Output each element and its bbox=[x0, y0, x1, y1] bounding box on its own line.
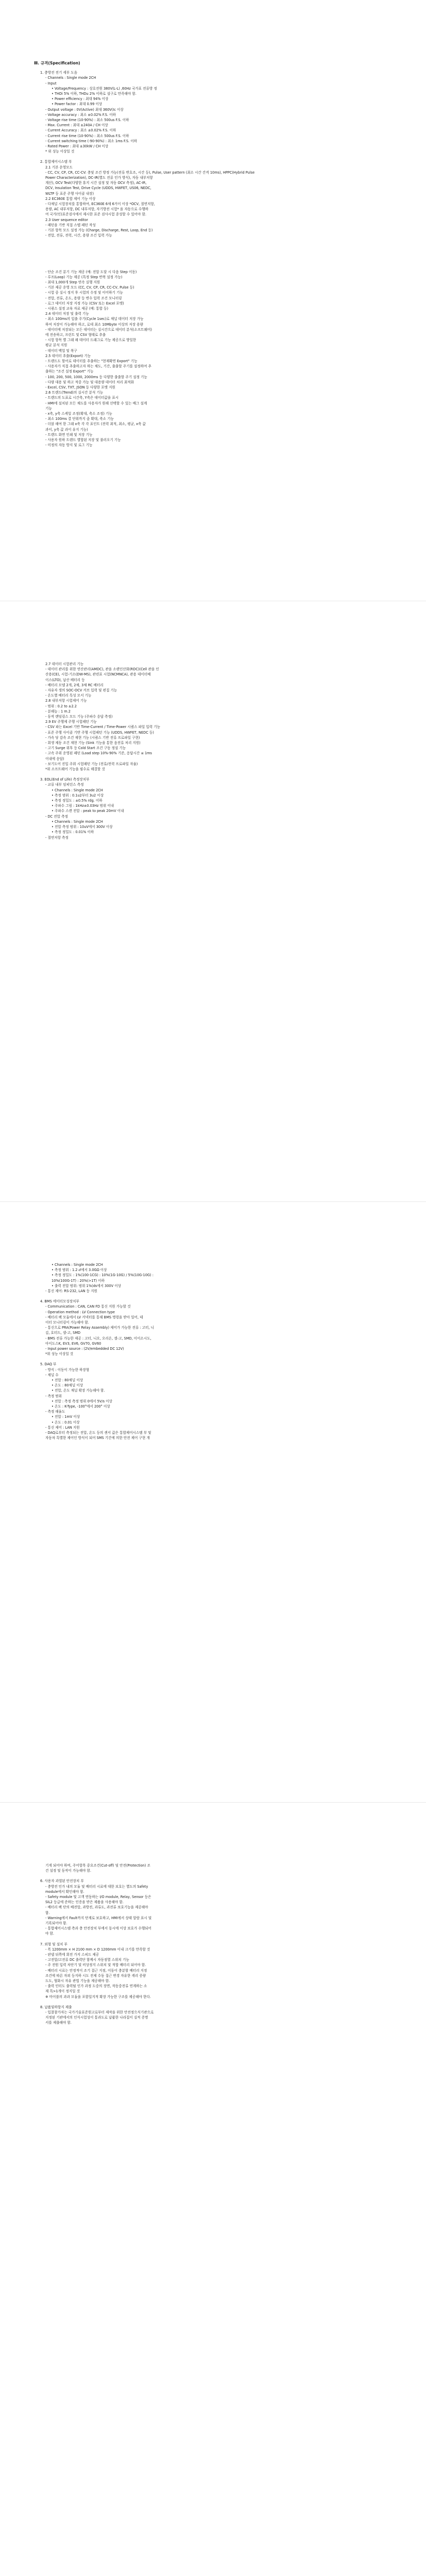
text-line: WLTP 등 표준 주행 사이클 내장) bbox=[45, 191, 94, 196]
text-line: - Voltage accuracy : 최소 ±0.02% F.S. 이하 bbox=[45, 112, 116, 117]
blank-line bbox=[34, 1456, 394, 1462]
text-line: - Input bbox=[45, 81, 57, 86]
text-line: - 트렌드도 할어로 데이터를 추출하는 "현재확면 Export" 기능 bbox=[45, 359, 138, 363]
text-line: - 배터리 시료는 안정적이 조기 접근 지점, 이동이 충분할 배터리 지정 bbox=[45, 1968, 147, 1973]
text-line: 재 특>1개이 정지일 것 bbox=[45, 1989, 80, 1994]
text-line: - CSV 파는 Excel 기반 Time-Current / Time-Power 시퀀스 파일 입력 기능 bbox=[45, 725, 160, 730]
text-line: - 다량 대용 및 하고 적중 가능 및 대용량 데이터 처리 최적화 bbox=[45, 380, 134, 384]
blank-line bbox=[34, 1616, 394, 1621]
text-line: 기록되어야 함. bbox=[45, 1921, 67, 1926]
text-line: - CC, CV, CP, CR, CC-CV: 충및 조건 방정 가능(전류 변호조, 시간 등), Pulse, User pattern (최소 시간 간격 10ms), HPPC(Hybrid Pulse bbox=[45, 170, 255, 175]
text-line: - Voltage rise time (10-90%) : 최소 500us F.S. 이하 bbox=[45, 118, 129, 123]
text-line: • 주파수 그림 : 1kHz±0.03Hz 범위 이내 bbox=[52, 804, 114, 808]
blank-line bbox=[34, 928, 394, 933]
text-line: - x축, y축 스케일 조정(확대, 축소 조정) 기능 bbox=[45, 411, 112, 416]
text-line: - 측정 범위 bbox=[45, 1394, 62, 1398]
document-page-2 bbox=[0, 601, 426, 1201]
blank-line bbox=[34, 1508, 394, 1513]
blank-line bbox=[34, 974, 394, 979]
text-line: - 데이터에 저장되는 모든 데이터는 실시간으로 데이터 분석(소프트웨어) bbox=[45, 327, 152, 332]
blank-line bbox=[34, 959, 394, 964]
text-line: - 최대 1,000개 Step 연속 실행 지원 bbox=[45, 280, 100, 284]
text-line: - Current rise time (10-90%) : 최소 500us F.S. 이하 bbox=[45, 133, 129, 138]
text-line: - 분해능 : 1 m.2 bbox=[45, 709, 71, 714]
blank-line bbox=[34, 907, 394, 912]
text-line: • 온도 : K-Type, -100°에서 200° 이상 bbox=[52, 1404, 110, 1409]
text-line: 계산), OCV Test(다양한 휴지 시간 설정 및 자동 OCV 측정), AC-IR, bbox=[45, 181, 147, 185]
text-line: - 고기 Surge 위후 등 Cold Start 조건 구동 정설 기능 bbox=[45, 746, 126, 751]
text-line: - Rated Power : 최대 ±30kW / CH 이상 bbox=[45, 144, 109, 149]
text-line: 5. DAQ 부 bbox=[40, 1362, 57, 1367]
text-line: - 최소 100ms 결 단위까지 줌 확대, 축소 기능 bbox=[45, 417, 114, 421]
text-line: 기게 되어야 하며, 주어항목 중요조건(Cut-off) 및 안전(Protection) 조 bbox=[45, 1863, 150, 1868]
text-line: - Operation method : LV Connection type bbox=[45, 1310, 115, 1314]
text-line: - 온도별 배터리 특성 모서 기능 bbox=[45, 693, 92, 698]
text-line: • 주파수 스캔 전압 : peak to peak 20mV 이내 bbox=[52, 809, 124, 814]
text-line: - 사용자 원하 트렌드 별합된 저장 및 불러오기 기능 bbox=[45, 438, 121, 442]
text-line: module에서 확인해야 함. bbox=[45, 1889, 84, 1894]
blank-line bbox=[34, 954, 394, 959]
text-line: - Safety module 및 고객 연동하는 I/O module, Relay, Sensor 등은 bbox=[45, 1895, 151, 1900]
text-line: - 절연저항 측정 bbox=[45, 835, 69, 840]
text-line: 2.3 User sequence editor bbox=[45, 217, 88, 222]
blank-line bbox=[34, 845, 394, 851]
blank-line bbox=[34, 1493, 394, 1498]
text-line: - Channels : Single mode 2CH bbox=[45, 76, 96, 80]
blank-line bbox=[34, 1575, 394, 1580]
text-line: - 충방전 인가 내의 모듈 및 배터리 시료에 대한 보호는 별도의 Safety bbox=[45, 1884, 148, 1889]
text-line: *위 소프트웨어 기능을 필수로 해결할 것 bbox=[45, 767, 105, 772]
text-line: - 사용자가 직접 추출하고자 하는 채도, 기간, 출출할 주기를 설정하여 추 bbox=[45, 364, 151, 369]
blank-line bbox=[34, 239, 394, 244]
text-line: 3. EOL(End of Life) 측정장치부 bbox=[40, 777, 90, 782]
text-line: - DC 전압 측정 bbox=[45, 814, 68, 819]
blank-line bbox=[34, 244, 394, 249]
text-line: • Channels : Single mode 2CH bbox=[52, 819, 103, 824]
text-line: - Input power source : (2V/embedded DC 12V) bbox=[45, 1347, 124, 1351]
text-line: ※ 마이블의 과과 모듈을 포함일지적 확장 가능한 구조를 제공해야 한다. bbox=[45, 1994, 151, 1999]
blank-line bbox=[34, 1554, 394, 1560]
text-line: - 고속 주위 운영된 패턴 (Load step 10%-90% 기준, 응답시간 ≤ 1ms bbox=[45, 751, 152, 756]
text-line: - 판넬 뒤쪽에 회전 가지 스피드 제공 bbox=[45, 1953, 99, 1957]
blank-line bbox=[34, 861, 394, 866]
text-line: 1. 충방전 전기 세부 도음 bbox=[40, 71, 78, 75]
text-line: - 패턴을 기반 직접 스텝 패턴 작성 bbox=[45, 223, 96, 227]
page-separator bbox=[0, 1201, 426, 1202]
text-line: - 채널 수 bbox=[45, 1372, 59, 1377]
text-line: - 통신 제어: RS-232, LAN 등 지원 bbox=[45, 1289, 97, 1294]
text-line: - 배터리 팩 모듈에서 LV 커넥터를 통해 BMS 명령을 받아 일어, 데 bbox=[45, 1315, 143, 1319]
text-line: - DAQ로부터 측정되는 전압, 온도 등의 센서 값은 통합제어시스템 부 및 bbox=[45, 1431, 151, 1435]
text-line: - 가속 당 감속 조건 재현 기능 (시퀀스 기반 전류 프로파일 구현) bbox=[45, 735, 140, 740]
blank-line bbox=[34, 1357, 394, 1362]
text-line: - Max. Current : 최대 ±240A / CH 이상 bbox=[45, 123, 108, 128]
text-line: 2.4 데이터 저장 및 출력 기능 bbox=[45, 312, 89, 316]
text-line: 2.1 기본 운영모드 bbox=[45, 165, 73, 170]
text-line: • 전압 : 측정 측정 범위 0에서 5V/s 이상 bbox=[52, 1399, 112, 1403]
text-line: - 통신 제어 : LAN 지원 bbox=[45, 1425, 80, 1430]
text-line: - Current Accuracy : 최소 ±0.02% F.S. 이하 bbox=[45, 128, 116, 133]
blank-line bbox=[34, 933, 394, 938]
blank-line bbox=[34, 943, 394, 948]
blank-line bbox=[34, 1523, 394, 1529]
text-line: - Current switching time (-90-90%) : 최소 1ms F.S. 이하 bbox=[45, 139, 137, 143]
text-line: 자동차 특별한 제어인 방식이 되어 SMS 기간에 의한 안전 제어 구현 개 bbox=[45, 1436, 150, 1440]
text-line: 조건에 따른 자외 등지하 시도 진제 수동 접근 변경 자유한 캐리 증량 bbox=[45, 1973, 146, 1978]
blank-line bbox=[34, 1601, 394, 1606]
text-line: 2.5 데이터 추출(Export) 기능 bbox=[45, 353, 91, 358]
blank-line bbox=[34, 154, 394, 159]
text-line: 지정된 기관에서의 인식시험성이 통과도로 납품한 나라집이 실적 증명 bbox=[45, 2015, 148, 2020]
blank-line bbox=[34, 1596, 394, 1601]
text-line: - 전압, 전류, 온도, 용량 등 변수 입력 조건 모니터링 bbox=[45, 296, 122, 300]
document-page-4 bbox=[0, 1802, 426, 2576]
text-line: 2. 통합제어시스템 부 bbox=[40, 160, 72, 164]
text-line: • Voltage/Frequency : 상호전원 380V(L-L) ,60Hz 국가표 전류방 정 bbox=[52, 86, 157, 91]
blank-line bbox=[34, 1544, 394, 1549]
text-line: 도도, 협화시 자유 관법 기능을 제공해야 함. bbox=[45, 1979, 110, 1984]
text-line: - 입찰참가자는 국가기술표준원고로부터 제작을 위한 안전정으식기관으로 bbox=[45, 2010, 154, 2015]
text-line: - 방식 : 이동이 가능한 하장형 bbox=[45, 1367, 90, 1372]
text-line: - 데이터 백업 및 복구 bbox=[45, 348, 77, 353]
text-line: • 측정 정밀도 : 1%(100-1CG) : 10%(1G-10G) / 5%(10G-10G) : bbox=[52, 1273, 154, 1278]
text-line: 하여 저장이 가능해야 하고, 로데 최소 10Mbyte 이상의 저장 용량 bbox=[45, 322, 143, 327]
document-page-3 bbox=[0, 1201, 426, 1802]
text-line: • 전압 측정 범위 : 10uV에서 300V 이상 bbox=[52, 825, 113, 829]
text-line: - 보기도어 진입 주위 시험패턴 기능 (전류/전력 프로파일 자율) bbox=[45, 761, 138, 766]
text-line: - 데이터 관리를 위한 연산관리(AMDC), 관을 소렌인산화(RDC)(Cell 관을 인 bbox=[45, 667, 159, 672]
blank-line bbox=[34, 1529, 394, 1534]
blank-line bbox=[34, 1498, 394, 1503]
blank-line bbox=[34, 1539, 394, 1544]
text-line: - 교류 내부 임피던스 측정 bbox=[45, 783, 84, 787]
blank-line bbox=[34, 979, 394, 985]
blank-line bbox=[34, 918, 394, 923]
text-line: • 측정 범위 : 1.2 ⅆ에서 3.0GΩ 이상 bbox=[52, 1268, 107, 1273]
blank-line bbox=[34, 840, 394, 845]
text-line: - 동작 랜덤링스 모드 기능 (주파수 응답 측정) bbox=[45, 715, 113, 719]
text-line: - Output voltage : 0V(Active) 최대 360V(Ic 이상 bbox=[45, 107, 124, 112]
text-line: - 시퀀스 설정 교육 자료 제공 (예: 통합 등) bbox=[45, 306, 109, 311]
text-line: - 최소 100ms의 입출 주기(Cycle 1sec)로 채널 데이터 저장 가능 bbox=[45, 317, 144, 321]
blank-line bbox=[34, 1462, 394, 1467]
blank-line bbox=[34, 1482, 394, 1487]
text-line: - 시험 항목 별 그래 패 데이터 드래그로 기능 제공으로 방일한 bbox=[45, 338, 137, 343]
blank-line bbox=[34, 882, 394, 887]
text-line: • 측정 정밀도 : ±0.5% rdg. 이하 bbox=[52, 799, 103, 803]
blank-line bbox=[34, 1999, 394, 2005]
text-line: - 주 전원 입력 차단기 및 비상정지 스위치 및 적합 배터리 되어야 함. bbox=[45, 1963, 146, 1968]
text-line: - 범위 : 0.2 to ±2.2 bbox=[45, 704, 77, 708]
text-line: - 통신으로 PRA(Power Relay Assembly) 제어가 가능한 전류 : 고터, 니 bbox=[45, 1326, 154, 1330]
text-line: - 기본 제공 운영 모드 (CC, CV, CP, CR, CC-CV, Pulse 등) bbox=[45, 285, 134, 290]
blank-line bbox=[34, 1294, 394, 1299]
blank-line bbox=[34, 964, 394, 969]
text-line: 8. 납품및하항지 제출 bbox=[40, 2005, 72, 2009]
text-line: - 자유자 생의 SOC-OCV 커브 입력 및 편집 기능 bbox=[45, 688, 117, 693]
text-line: - 다채널 시험장치를 통합하여, EC360E 6채 6거이 이상 *OCV, 절연저항, bbox=[45, 202, 155, 207]
blank-line bbox=[34, 1585, 394, 1590]
blank-line bbox=[34, 923, 394, 928]
blank-line bbox=[34, 985, 394, 990]
text-line: * 위 성능 이상일 것 bbox=[45, 149, 75, 154]
text-line: - 루프(Loop) 기능 제공 (특정 Step 반복 설정 가능) bbox=[45, 275, 123, 279]
blank-line bbox=[34, 1534, 394, 1539]
text-line: - Excel, CSV, TXT, JSON 등 다양한 포맷 지원 bbox=[45, 385, 115, 389]
text-line: - 기본 항목 모드 설정 가능 (Charge, Discharge, Rest, Loop, End 등) bbox=[45, 228, 153, 233]
blank-line bbox=[34, 259, 394, 264]
blank-line bbox=[34, 1590, 394, 1596]
text-line: 서를 제출해야 함. bbox=[45, 2021, 72, 2025]
text-line: 2.2 EC360E 통합 제어 기능 이상 bbox=[45, 196, 96, 201]
blank-line bbox=[34, 249, 394, 254]
text-line: 2.9 EV 주행제 주행 시험패턴 기능 bbox=[45, 720, 97, 724]
text-line: 2.6 트렌드(Trend)의 실시간 분석 기능 bbox=[45, 391, 104, 395]
text-line: 7. 외형 및 설치 부 bbox=[40, 1942, 67, 1946]
text-line: DCV, Insulation Test, Drive Cycle (UDDS, HWFET, US06, NEDC, bbox=[45, 186, 151, 191]
text-line: - 더블 해여 한 그래 x축 각 각 표인트 (전력 최적, 최소, 평균, x축 값 bbox=[45, 422, 146, 427]
text-line: 산용(CE), 시험-기소(DW-MS), 관련표 시험(NCMNCA), 관용 데이터베 bbox=[45, 672, 151, 677]
text-line: 이내에 응답) bbox=[45, 756, 64, 761]
page-separator bbox=[0, 1802, 426, 1803]
text-line: 에 전송하고, 프린트 및 CSV 형태로 추출 bbox=[45, 332, 106, 337]
blank-line bbox=[34, 1873, 394, 1878]
text-line: 6. 사용자 과열된 안전장치 부 bbox=[40, 1879, 84, 1884]
blank-line bbox=[34, 1477, 394, 1482]
blank-line bbox=[34, 1937, 394, 1942]
blank-line bbox=[34, 264, 394, 269]
blank-line bbox=[34, 912, 394, 918]
text-line: *위 성능 이상일 것 bbox=[45, 1352, 74, 1357]
text-line: - 통합제어시스템 측과 충 안전장치 부에서 동시에 이상 보호가 수행되어 bbox=[45, 1926, 151, 1931]
text-line: - HMI에 설치된 모든 채도를 사용자가 원해 선택할 수 있는 배그 설계 bbox=[45, 401, 147, 405]
text-line: - Communication : CAN, CAN FD 통신 지원 가능할 것 bbox=[45, 1304, 131, 1309]
blank-line bbox=[34, 892, 394, 897]
text-line: • 온도 : 80채널 이상 bbox=[52, 1383, 83, 1388]
text-line: • Power factor : 최대 0.99 이상 bbox=[52, 102, 103, 107]
text-line: • Channels : Single mode 2CH bbox=[52, 788, 103, 792]
blank-line bbox=[34, 1451, 394, 1456]
blank-line bbox=[34, 969, 394, 974]
text-line: 용량, AC 내부저항, DC 내부저항, 자기방전 시험* 을 자동으로 수행하 bbox=[45, 207, 148, 212]
text-line: - 트렌드의 도표로 시간축, Y축은 데이터값을 표시 bbox=[45, 396, 119, 400]
text-line: - 전압, 전류, 전력, 시간, 용량 조건 입력 가능 bbox=[45, 233, 112, 238]
blank-line bbox=[34, 851, 394, 856]
text-line: • 측정 정밀도 : 0.01% 이하 bbox=[52, 830, 94, 835]
blank-line bbox=[34, 1560, 394, 1565]
text-line: 출하는 "조건 설정 Export" 기능 bbox=[45, 369, 94, 374]
text-line: - 배터리 모델 2개, 2채, 3채 RC 배터리 bbox=[45, 683, 104, 687]
text-line: 함. bbox=[45, 1910, 50, 1915]
text-line: 기능 bbox=[45, 406, 52, 411]
blank-line bbox=[34, 254, 394, 259]
blank-line bbox=[34, 1487, 394, 1493]
text-line: - 출력 인터도 출력될 인가 과정 도중의 장면, 작동중전류 연계하는 소 bbox=[45, 1984, 147, 1989]
blank-line bbox=[34, 876, 394, 882]
text-line: - 100, 200, 500, 1000, 2000ms 등 다양한 출출할 주기 설정 기능 bbox=[45, 375, 147, 379]
blank-line bbox=[34, 1565, 394, 1570]
blank-line bbox=[34, 938, 394, 943]
blank-line bbox=[34, 856, 394, 861]
text-line: • 출력 전압 범위: 범위 1%(ds에서 300V 이상 bbox=[52, 1283, 121, 1288]
text-line: 김, 호터드, 셀-고, SMD bbox=[45, 1331, 81, 1335]
blank-line bbox=[34, 1441, 394, 1446]
text-line: 2.7 데이터 시험관리 기능 bbox=[45, 662, 84, 666]
blank-line bbox=[34, 1606, 394, 1611]
text-line: 야 함. bbox=[45, 1931, 54, 1936]
text-line: - 단순 조건 분기 기능 제공 (예: 전압 도달 시 다음 Step 이동) bbox=[45, 269, 137, 274]
text-line: 이스(LTO), 납산 배터리 등 bbox=[45, 677, 85, 682]
text-line: - 회생 제동 조건 재현 기능 (Sink 기능을 통한 음전류 처리 지원) bbox=[45, 741, 141, 745]
text-line: • THDi 5% 이하, THDu 2% 이하로 설구로 만족해야 함. bbox=[52, 92, 137, 96]
text-line: 아이도스K, EV3, EV6, GV70, GV60 bbox=[45, 1341, 101, 1346]
text-line: 과이, y축 값 과이 유지 기능) bbox=[45, 427, 88, 432]
text-line: - 고전압/고전류 DC 출력단 함께시 자동점멸 스위치 기능 bbox=[45, 1958, 129, 1962]
blank-line bbox=[34, 1446, 394, 1451]
text-line: 여 국가(인)표준검사에서 제시한 표준 검사시험 종성할 수 있어야 함. bbox=[45, 212, 146, 217]
blank-line bbox=[34, 897, 394, 902]
text-line: - Warning에서 Fault까지 단계로 보호하고, HMI에서 상태 알람 표시 및 bbox=[45, 1916, 152, 1920]
text-line: - 폭 1200mm × H 2100 mm × D 1200mm 이내 크기를 만족할 것 bbox=[45, 1947, 150, 1952]
text-line: 4. BMS 에이터모성장치부 bbox=[40, 1299, 79, 1304]
blank-line bbox=[34, 1549, 394, 1554]
text-line: - 로그 데이터 저장 지정 가능 (CSV 또는 Excel 포맷) bbox=[45, 301, 124, 306]
text-line: • 전압 : 1mV 이상 bbox=[52, 1415, 80, 1419]
blank-line bbox=[34, 902, 394, 907]
text-line: - 시험 중 실시 정지 후 시험의 수정 및 이어하기 기능 bbox=[45, 291, 123, 295]
section-title: Ⅲ. 규격(Specification) bbox=[34, 61, 80, 65]
text-line: - BMS 전류 가능한 제공 : 고터, 니오, 오리온, 셀-고, SMD, 이이소시도, bbox=[45, 1336, 151, 1341]
text-line: 평균 분석 지원 bbox=[45, 343, 67, 348]
blank-line bbox=[34, 772, 394, 777]
text-line: - 미정의 자동 방지 및 로그 기능 bbox=[45, 443, 93, 448]
blank-line bbox=[34, 1513, 394, 1518]
text-line: SIL2 등급에 준하는 인증을 받은 제품을 사용해야 함. bbox=[45, 1900, 124, 1905]
text-line: - 표준 주행 사이클 기반 주행 시험패턴 기능 (UDDS, HWFET, NEDC 등) bbox=[45, 730, 154, 735]
blank-line bbox=[34, 866, 394, 871]
text-line: 2.8 내부저항 시험제어 기능 bbox=[45, 699, 87, 703]
blank-line bbox=[34, 1611, 394, 1616]
text-line: Power Characterization), DC-IR(별도 전류 인가 방식), 자동 내부저항 bbox=[45, 176, 153, 180]
text-line: • 전압 : 80채널 이상 bbox=[52, 1378, 83, 1383]
text-line: • 측정 범위 : 0.1u2부터 3u2 이상 bbox=[52, 793, 104, 798]
text-line: • Channels : Single mode 2CH bbox=[52, 1263, 103, 1267]
text-line: - 배터리 팩 단의 배전압, 과방전, 과류도, 과전류 보호기능을 제공해야 bbox=[45, 1905, 148, 1910]
blank-line bbox=[34, 1472, 394, 1477]
blank-line bbox=[34, 871, 394, 876]
blank-line bbox=[34, 887, 394, 892]
blank-line bbox=[34, 1570, 394, 1575]
text-line: 건 설정 및 동작이 가능해야 함. bbox=[45, 1869, 92, 1873]
text-line: 10%(100G-1T) : 20%(>1T) 이하 bbox=[52, 1278, 105, 1283]
blank-line bbox=[34, 1467, 394, 1472]
blank-line bbox=[34, 1580, 394, 1585]
blank-line bbox=[34, 1518, 394, 1523]
text-line: • Power efficiency : 최대 94% 이상 bbox=[52, 97, 109, 101]
document-page-1 bbox=[0, 0, 426, 601]
text-line: • 전압, 온도 채널 확장 가능해야 함. bbox=[52, 1388, 105, 1393]
blank-line bbox=[34, 948, 394, 954]
text-line: 이터 모니터링이 가능해야 함. bbox=[45, 1320, 89, 1325]
text-line: - 트렌드 화면 인쇄 및 저장 기능 bbox=[45, 432, 93, 437]
text-line: • 온도 : 0.01 이상 bbox=[52, 1420, 80, 1425]
blank-line bbox=[34, 1503, 394, 1508]
text-line: - 측정 해율도 bbox=[45, 1410, 65, 1414]
